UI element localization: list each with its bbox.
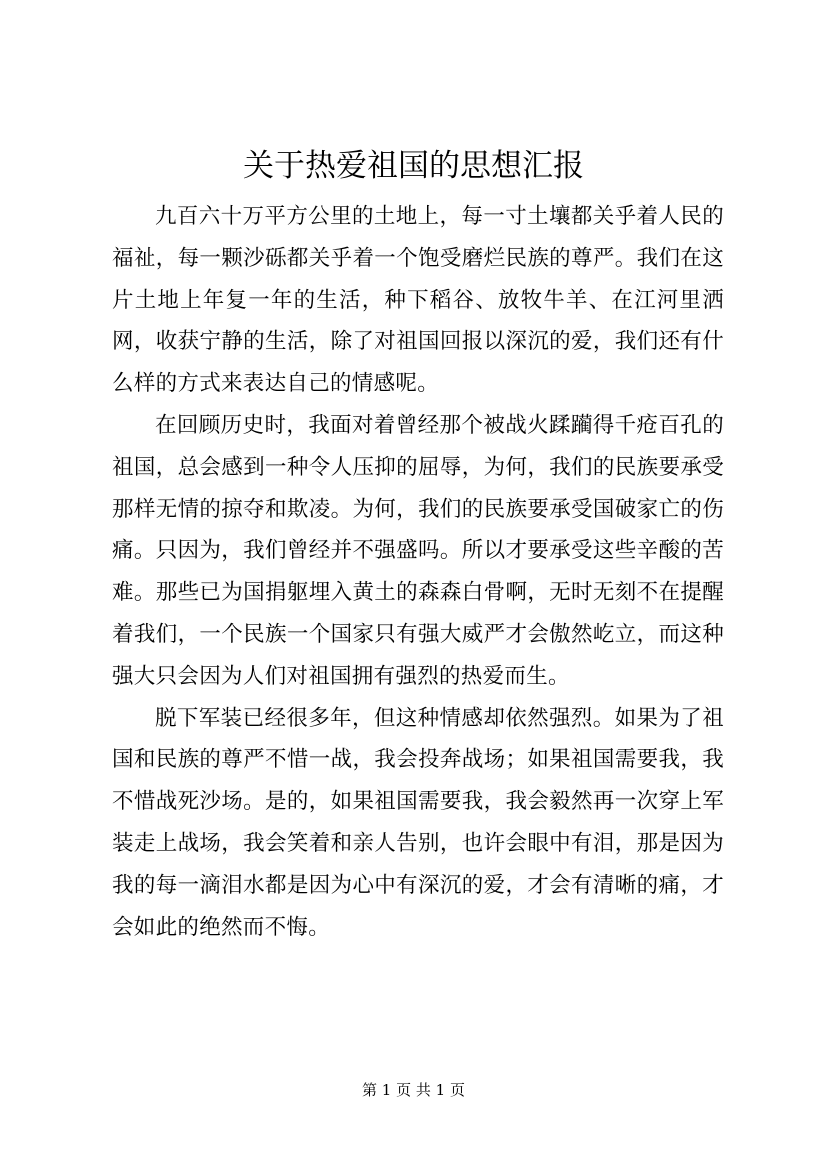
- page-number-label: 第 1 页 共 1 页: [362, 1081, 465, 1099]
- document-body: [112, 196, 724, 948]
- paragraph-1: 九百六十万平方公里的土地上，每一寸土壤都关乎着人民的福祉，每一颗沙砾都关乎着一个饱受磨烂民族的尊严。我们在这片土地上年复一年的生活，种下稻谷、放牧牛羊、在江河里洒网，收获宁静的生活，除了对祖国回报以深沉的爱，我们还有什么样的方式来表达自己的情感呢。: [112, 204, 724, 397]
- paragraph-2: 在回顾历史时，我面对着曾经那个被战火蹂躏得千疮百孔的祖国，总会感到一种令人压抑的屈辱，为何，我们的民族要承受那样无情的掠夺和欺凌。为何，我们的民族要承受国破家亡的伤痛。只因为，我们曾经并不强盛吗。所以才要承受这些辛酸的苦难。那些已为国捐躯埋入黄土的森森白骨啊，无时无刻不在提醒着我们，一个民族一个国家只有强大威严才会傲然屹立，而这种强大只会因为人们对祖国拥有强烈的热爱而生。: [112, 412, 724, 689]
- document-title: 关于热爱祖国的思想汇报: [243, 148, 584, 184]
- page-footer: [0, 1080, 827, 1100]
- paragraph-3: 脱下军装已经很多年，但这种情感却依然强烈。如果为了祖国和民族的尊严不惜一战，我会投奔战场；如果祖国需要我，我不惜战死沙场。是的，如果祖国需要我，我会毅然再一次穿上军装走上战场，我会笑着和亲人告别，也许会眼中有泪，那是因为我的每一滴泪水都是因为心中有深沉的爱，才会有清晰的痛，才会如此的绝然而不悔。: [112, 705, 724, 940]
